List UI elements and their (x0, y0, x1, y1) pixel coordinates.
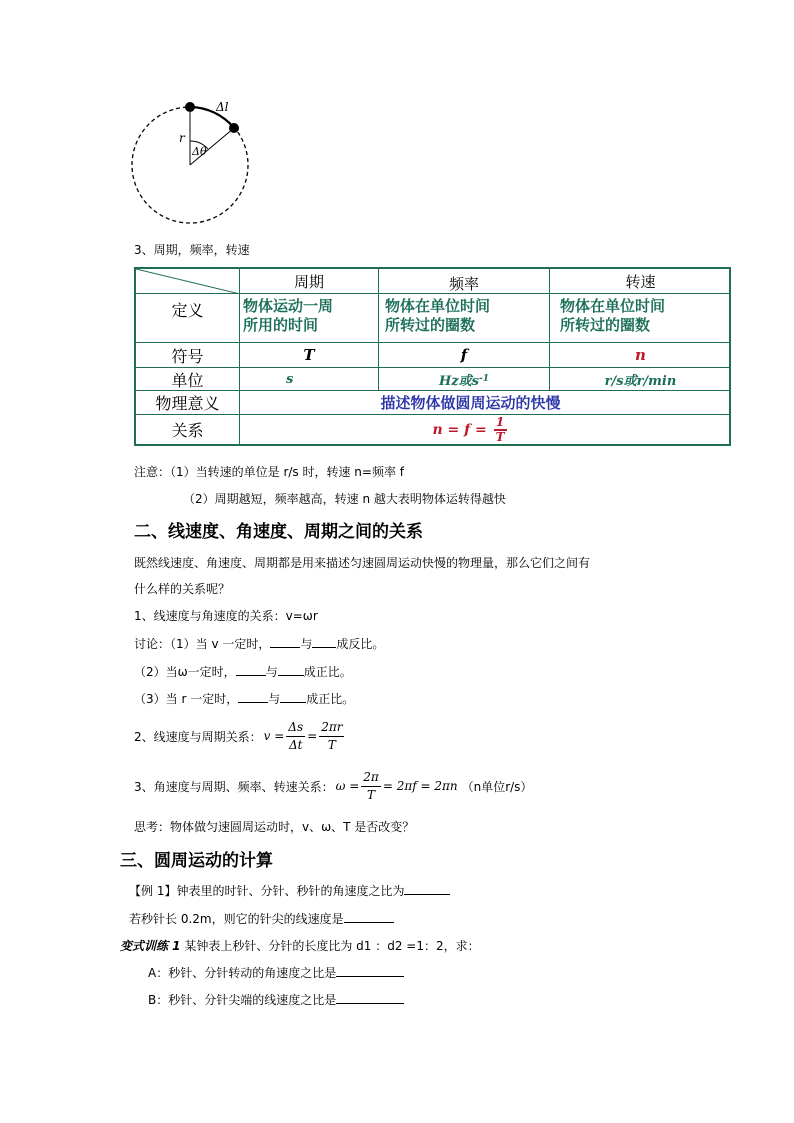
definition-period (240, 294, 379, 343)
item3-note: （n单位r/s） (461, 779, 533, 794)
note-1: 注意：（1）当转速的单位是 r/s 时，转速 n=频率 f (134, 465, 405, 479)
definition-speed (550, 294, 731, 343)
discussion-3 (134, 690, 354, 707)
item2-den1: Δt (288, 737, 303, 752)
discussion-2-blank-1[interactable] (236, 663, 266, 676)
section2-intro-line1: 既然线速度、角速度、周期都是用来描述匀速圆周运动快慢的物理量，那么它们之间有 (134, 556, 591, 570)
discussion-3-blank-2[interactable] (280, 690, 306, 703)
question-a (148, 964, 404, 981)
note-2: （2）周期越短，频率越高，转速 n 越大表明物体运转得越快 (183, 492, 506, 506)
item3-w: ω = (335, 779, 360, 793)
particle-2 (229, 123, 239, 133)
question-a-text: A：秒针、分针转动的角速度之比是 (148, 966, 337, 980)
unit-frequency-sup: -1 (478, 374, 489, 384)
symbol-period: T (240, 343, 379, 368)
discussion-3-a: （3）当 r 一定时， (134, 692, 239, 706)
item2-num1: Δs (286, 719, 305, 737)
relation-left: n = f = (432, 421, 487, 438)
item3-den: T (367, 787, 376, 802)
discussion-2-a: （2）当ω一定时， (134, 665, 236, 679)
example1-blank[interactable] (404, 882, 450, 895)
section2-intro-line2: 什么样的关系呢？ (134, 582, 231, 596)
discussion-2-blank-2[interactable] (278, 663, 304, 676)
item1-velocity-angular: 1、线速度与角速度的关系：v=ωr (134, 609, 318, 623)
relation-formula (432, 416, 508, 444)
discussion-2-c: 成正比。 (303, 665, 352, 679)
row-label-relation: 关系 (136, 415, 240, 444)
row-label-unit: 单位 (136, 368, 240, 391)
unit-period-text: s (286, 371, 294, 387)
label-r: r (179, 131, 185, 145)
question-b (148, 991, 404, 1008)
discussion-1 (134, 635, 384, 652)
circle-motion-diagram (120, 95, 260, 225)
discussion-3-c: 成正比。 (306, 692, 355, 706)
section3-heading: 3、周期，频率，转速 (134, 243, 250, 257)
definition-period-line1: 物体运动一周 (243, 297, 334, 315)
label-dl: Δl (216, 100, 229, 114)
section3-calc-heading: 三、圆周运动的计算 (120, 851, 273, 871)
table-corner-cell (136, 269, 240, 294)
discussion-1-b: 与 (300, 637, 313, 651)
meaning-cell (240, 391, 731, 415)
example1-text: 【例 1】钟表里的时针、分针、秒针的角速度之比为 (129, 884, 405, 898)
discussion-1-a: 讨论：（1）当 v 一定时， (134, 637, 271, 651)
question-a-blank[interactable] (336, 964, 404, 977)
example1-line2 (129, 910, 394, 927)
unit-frequency-text: Hz或s (439, 373, 479, 389)
definition-speed-line1: 物体在单位时间 (560, 297, 666, 315)
item2-label: 2、线速度与周期关系： (134, 729, 262, 744)
item3-num: 2π (361, 769, 381, 787)
item2-velocity-period (134, 716, 346, 756)
item2-den2: T (327, 737, 336, 752)
definition-period-line2: 所用的时间 (243, 316, 319, 334)
definition-frequency-line2: 所转过的圈数 (385, 316, 476, 334)
definition-frequency (379, 294, 550, 343)
item2-v: v = (263, 729, 285, 743)
think-question: 思考：物体做匀速圆周运动时，v、ω、T 是否改变？ (134, 820, 415, 834)
definition-frequency-line1: 物体在单位时间 (385, 297, 491, 315)
item2-eq: = (307, 729, 318, 743)
item2-fraction-2 (319, 719, 344, 754)
item3-rest: = 2πf = 2πn (382, 779, 458, 793)
variant-training-1 (120, 937, 480, 954)
question-b-text: B：秒针、分针尖端的线速度之比是 (148, 993, 337, 1007)
item3-fraction (361, 769, 381, 804)
meaning-text: 描述物体做圆周运动的快慢 (380, 394, 561, 412)
relation-numerator: 1 (494, 416, 507, 431)
item2-num2: 2πr (319, 719, 344, 737)
symbol-speed: n (550, 343, 731, 368)
particle-1 (185, 102, 195, 112)
variant-text: 某钟表上秒针、分针的长度比为 d1 ：d2 =1：2，求： (180, 939, 480, 953)
relation-cell (240, 415, 731, 444)
question-b-blank[interactable] (336, 991, 404, 1004)
discussion-1-blank-2[interactable] (312, 635, 336, 648)
header-frequency: 频率 (379, 269, 550, 294)
unit-period (240, 368, 379, 391)
unit-speed (550, 368, 731, 391)
section2-heading: 二、线速度、角速度、周期之间的关系 (134, 522, 423, 542)
definition-speed-line2: 所转过的圈数 (560, 316, 651, 334)
example1-line1 (129, 882, 450, 899)
discussion-1-blank-1[interactable] (270, 635, 300, 648)
example1-text-2: 若秒针长 0.2m，则它的针尖的线速度是 (129, 912, 344, 926)
unit-speed-text: r/s或r/min (604, 373, 677, 389)
variant-label: 变式训练 1 (120, 939, 181, 953)
item3-label: 3、角速度与周期、频率、转速关系： (134, 779, 334, 794)
header-period: 周期 (240, 269, 379, 294)
relation-denominator: T (495, 429, 505, 444)
item2-fraction-1 (286, 719, 305, 754)
label-dtheta: Δθ (192, 145, 207, 158)
symbol-frequency: f (379, 343, 550, 368)
discussion-3-b: 与 (268, 692, 281, 706)
period-frequency-table (134, 267, 731, 446)
row-label-definition: 定义 (136, 294, 240, 343)
row-label-symbol: 符号 (136, 343, 240, 368)
row-label-meaning: 物理意义 (136, 391, 240, 415)
example1-blank-2[interactable] (344, 910, 394, 923)
discussion-2-b: 与 (265, 665, 278, 679)
discussion-3-blank-1[interactable] (238, 690, 268, 703)
header-speed: 转速 (550, 269, 731, 294)
unit-frequency (379, 368, 550, 391)
discussion-1-c: 成反比。 (336, 637, 385, 651)
discussion-2 (134, 663, 352, 680)
item3-angular-relations (134, 766, 532, 806)
